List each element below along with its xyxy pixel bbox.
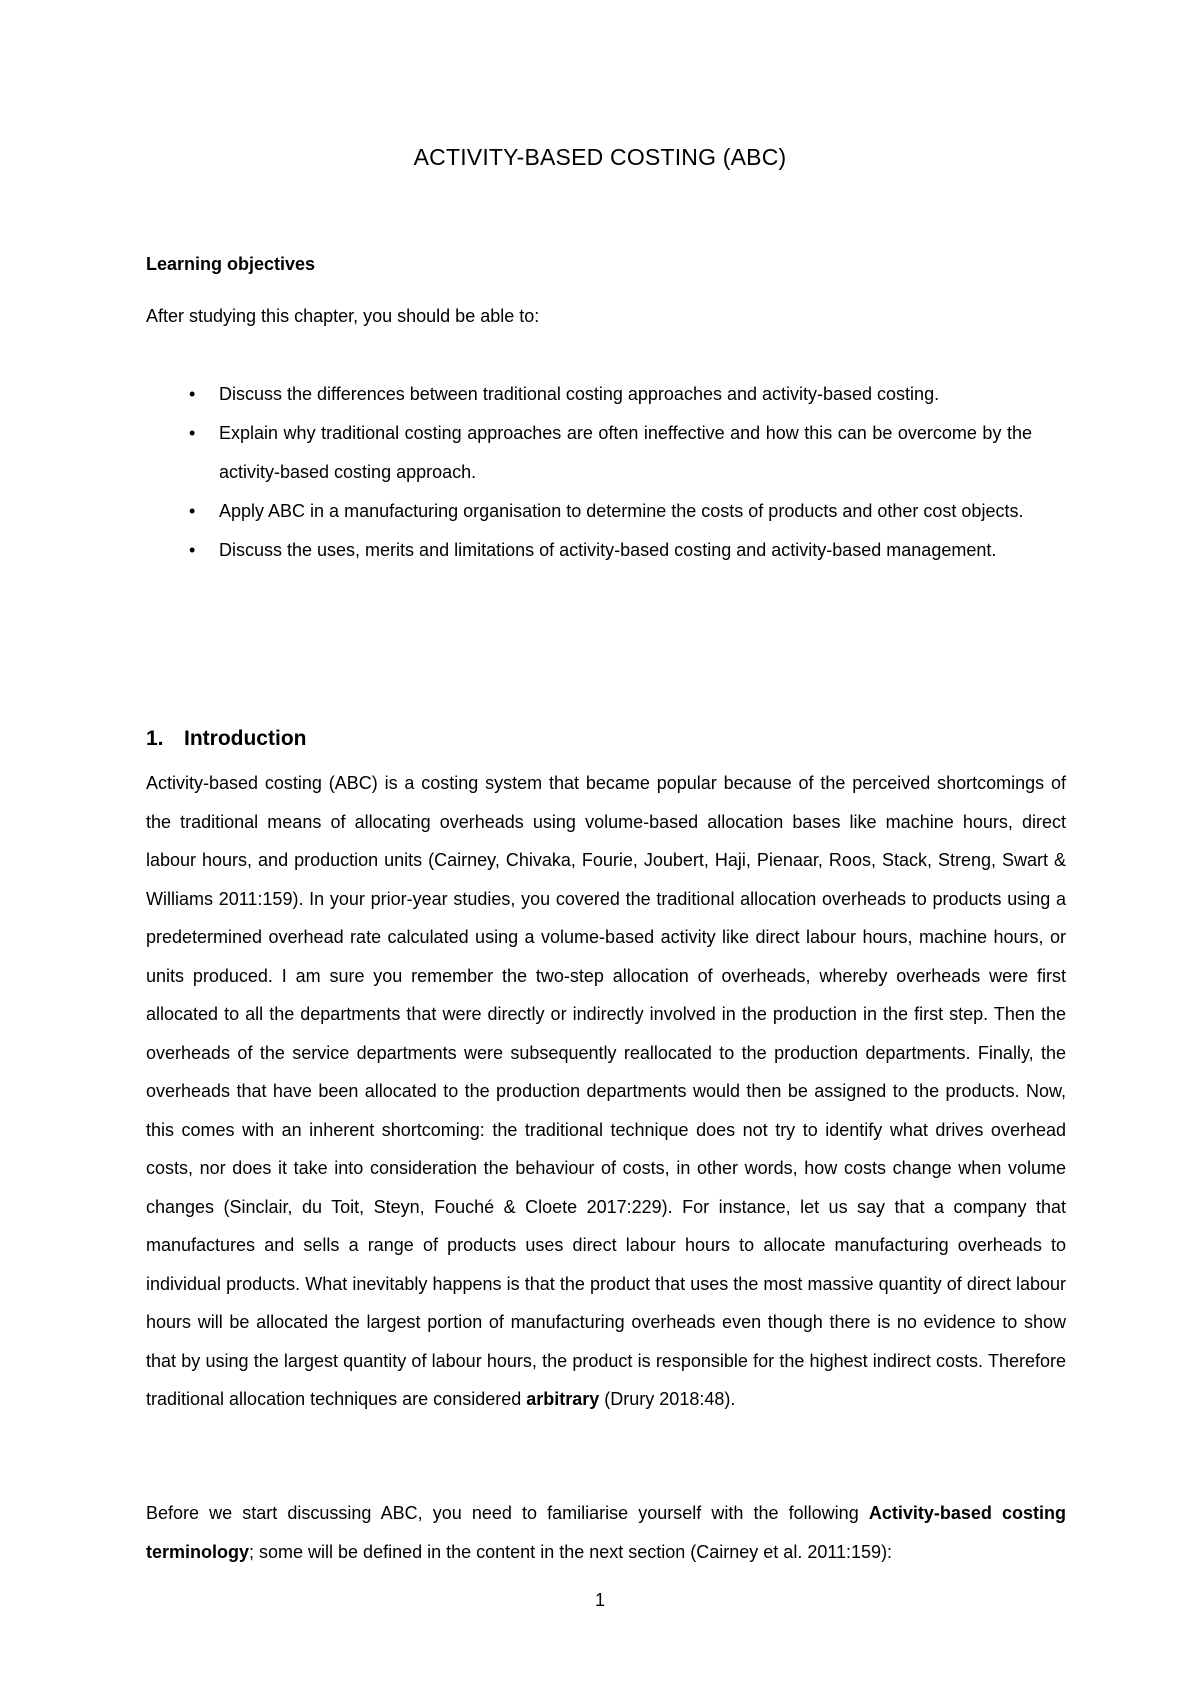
bullet-icon: • <box>189 384 196 404</box>
learning-objectives-list <box>146 375 1066 570</box>
objective-text: Apply ABC in a manufacturing organisation to determine the costs of products and other cost objects. <box>219 501 1024 521</box>
emphasis-text: arbitrary <box>526 1389 600 1409</box>
paragraph-text: Activity-based costing (ABC) is a costing system that became popular because of the perceived shortcomings of the traditional means of allocating overheads using volume-based allocation bases like machine hours, direct labour hours, and production units (Cairney, Chivaka, Fourie, Joubert, Haji, Pienaar, Roos, Stack, Streng, Swart & Williams 2011:159). In your prior-year studies, you covered the traditional allocation overheads to products using a predetermined overhead rate calculated using a volume-based activity like direct labour hours, machine hours, or units produced. I am sure you remember the two-step allocation of overheads, whereby overheads were first allocated to all the departments that were directly or indirectly involved in the production in the first step. Then the overheads of the service departments were subsequently reallocated to the production departments. Finally, the overheads that have been allocated to the production departments would then be assigned to the products. Now, this comes with an inherent shortcoming: the traditional technique does not try to identify what drives overhead costs, nor does it take into consideration the behaviour of costs, in other words, how costs change when volume changes (Sinclair, du Toit, Steyn, Fouché & Cloete 2017:229). For instance, let us say that a company that manufactures and sells a range of products uses direct labour hours to allocate manufacturing overheads to individual products. What inevitably happens is that the product that uses the most massive quantity of direct labour hours will be allocated the largest portion of manufacturing overheads even though there is no evidence to show that by using the largest quantity of labour hours, the product is responsible for the highest indirect costs. Therefore traditional allocation techniques are considered <box>146 773 1066 1409</box>
terminology-paragraph <box>146 1494 1066 1571</box>
list-item <box>146 531 1032 570</box>
learning-objectives-intro: After studying this chapter, you should be able to: <box>146 306 540 326</box>
bullet-icon: • <box>189 501 196 521</box>
section-heading <box>146 727 306 751</box>
list-item <box>146 375 1032 414</box>
section-title: Introduction <box>184 727 307 750</box>
section-number: 1. <box>146 727 164 750</box>
emphasis-text: Activity-based costing terminology <box>146 1503 1066 1562</box>
document-title: ACTIVITY-BASED COSTING (ABC) <box>413 144 787 170</box>
paragraph-text: ; some will be defined in the content in the next section (Cairney et al. 2011:159): <box>249 1541 893 1562</box>
paragraph-text: Before we start discussing ABC, you need to familiarise yourself with the following <box>146 1503 869 1523</box>
list-item <box>146 414 1032 492</box>
introduction-paragraph <box>146 764 1066 1419</box>
learning-objectives-heading: Learning objectives <box>146 254 316 274</box>
bullet-icon: • <box>189 540 196 560</box>
bullet-icon: • <box>189 423 196 443</box>
paragraph-text: (Drury 2018:48). <box>599 1389 736 1409</box>
list-item <box>146 492 1032 531</box>
page-number: 1 <box>594 1590 605 1610</box>
objective-text: Explain why traditional costing approaches are often ineffective and how this can be overcome by the activity-based costing approach. <box>219 423 1032 482</box>
objective-text: Discuss the uses, merits and limitations of activity-based costing and activity-based management. <box>219 540 997 560</box>
objective-text: Discuss the differences between traditional costing approaches and activity-based costing. <box>219 384 940 404</box>
